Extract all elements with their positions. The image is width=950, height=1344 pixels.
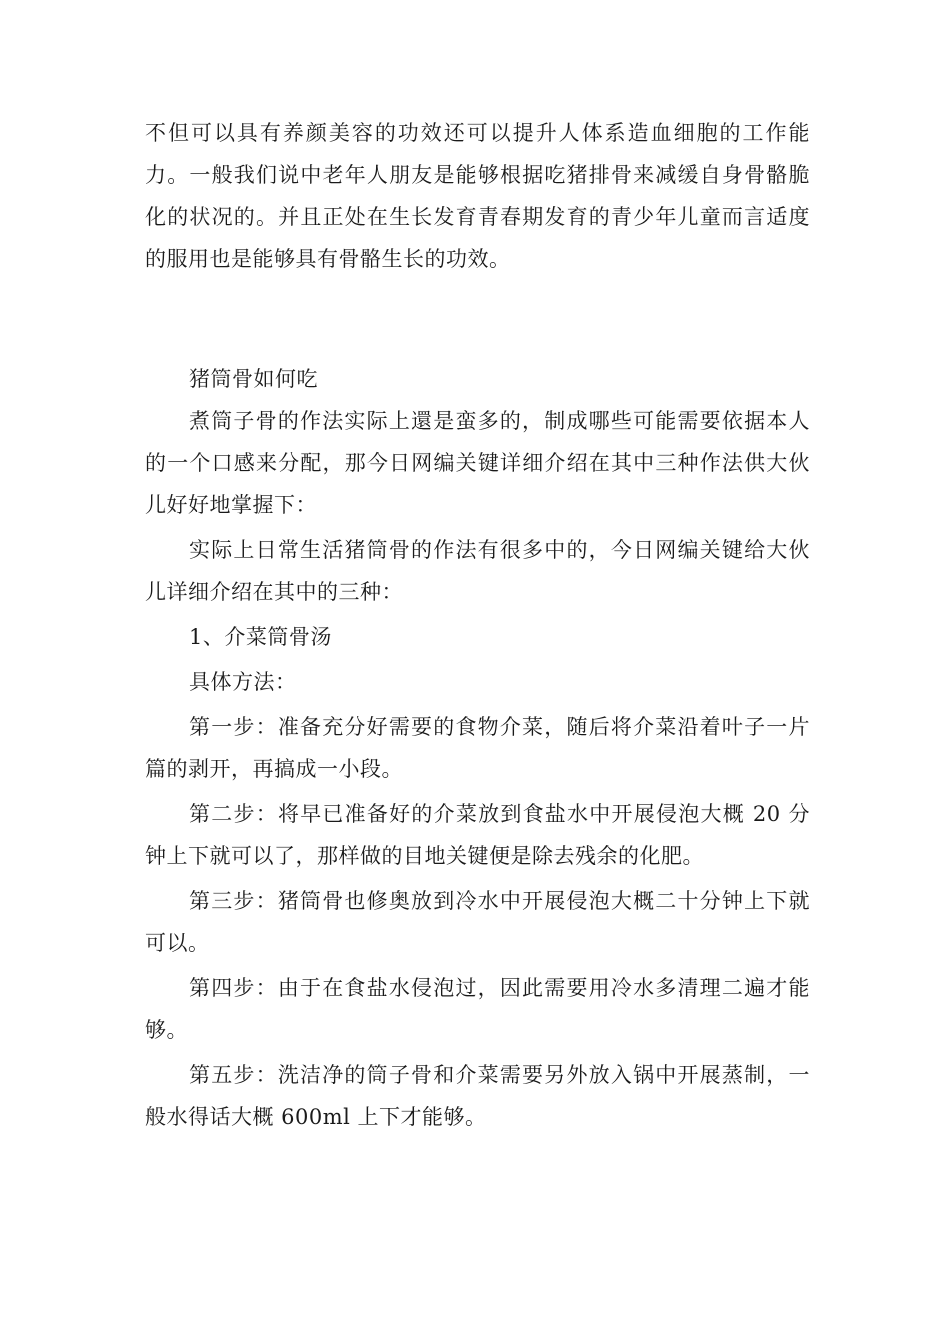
step-paragraph: 第二步：将早已准备好的介菜放到食盐水中开展侵泡大概 20 分钟上下就可以了，那样做的目地关键便是除去残余的化肥。	[145, 802, 810, 868]
step-paragraph: 第三步：猪筒骨也修奥放到冷水中开展侵泡大概二十分钟上下就可以。	[145, 889, 810, 955]
intro-paragraph: 不但可以具有养颜美容的功效还可以提升人体系造血细胞的工作能力。一般我们说中老年人朋友是能够根据吃猪排骨来减缓自身骨骼脆化的状况的。并且正处在生长发育青春期发育的青少年儿童而言适度的服用也是能够具有骨骼生长的功效。	[145, 121, 810, 271]
recipe-title: 1、介菜筒骨汤	[189, 625, 332, 649]
section-spacer	[145, 280, 810, 358]
method-label: 具体方法：	[189, 670, 297, 694]
document-body	[145, 112, 810, 1138]
body-paragraph: 实际上日常生活猪筒骨的作法有很多中的，今日网编关键给大伙儿详细介绍在其中的三种：	[145, 538, 810, 604]
step-paragraph: 第五步：洗洁净的筒子骨和介菜需要另外放入锅中开展蒸制，一般水得话大概 600ml 上下才能够。	[145, 1063, 810, 1129]
step-paragraph: 第四步：由于在食盐水侵泡过，因此需要用冷水多清理二遍才能够。	[145, 976, 810, 1042]
section-heading: 猪筒骨如何吃	[189, 367, 318, 391]
body-paragraph: 煮筒子骨的作法实际上還是蛮多的，制成哪些可能需要依据本人的一个口感来分配，那今日网编关键详细介绍在其中三种作法供大伙儿好好地掌握下：	[145, 409, 810, 517]
step-paragraph: 第一步：准备充分好需要的食物介菜，随后将介菜沿着叶子一片篇的剥开，再搞成一小段。	[145, 715, 810, 781]
